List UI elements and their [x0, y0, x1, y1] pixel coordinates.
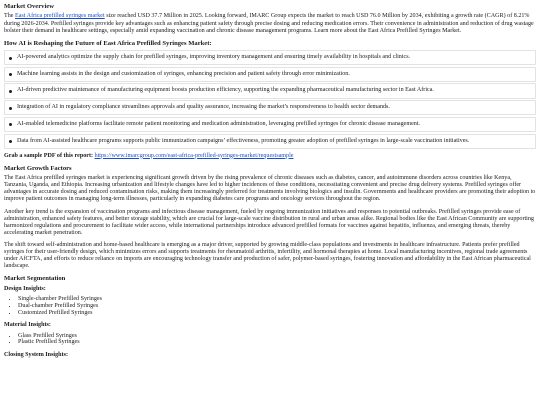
- list-item: • Plastic Prefilled Syringes: [18, 339, 536, 346]
- list-item: • Glass Prefilled Syringes: [18, 333, 536, 340]
- market-overview-heading: Market Overview: [4, 3, 54, 10]
- design-insights-list: [4, 296, 536, 317]
- bullet-icon: [9, 107, 12, 110]
- design-insights-heading: Design Insights:: [4, 285, 46, 292]
- bullet-icon: [9, 73, 12, 76]
- ai-impact-text: AI-driven predictive maintenance of manufacturing equipment boosts production efficiency, supporting the expanding pharmaceutical manufacturing sector in East Africa.: [17, 87, 434, 94]
- list-item: • Customized Prefilled Syringes: [18, 310, 536, 317]
- market-segmentation-heading: Market Segmentation: [4, 275, 66, 283]
- ai-reshaping-heading: How AI is Reshaping the Future of East Africa Prefilled Syringes Market:: [4, 39, 212, 47]
- ai-impact-item: [4, 83, 536, 98]
- growth-paragraph: The East Africa prefilled syringes market is experiencing significant growth driven by the rising prevalence of chronic diseases such as diabetes, cancer, and autoimmune disorders across countries like Kenya, Tanzania, Uganda, and Ethiopia. Increasing urbanization and lifestyle changes have led to higher incidences of these conditions, necessitating convenient and precise drug delivery systems. Prefilled syringes offer advantages in accurate dosing and reduced contamination risks, making them increasingly preferred for treatments involving biologics and insulin. Governments and healthcare providers are promoting their adoption to improve patient outcomes in managing long-term illnesses, particularly in expanding diabetes care programs and oncology services throughout the region.: [4, 175, 536, 203]
- material-insights-list: [4, 333, 536, 347]
- list-item: • Single-chamber Prefilled Syringes: [18, 296, 536, 303]
- ai-impact-text: AI-powered analytics optimize the supply chain for prefilled syringes, improving inventory management and ensuring timely availability in hospitals and clinics.: [17, 54, 411, 61]
- ai-impact-item: [4, 117, 536, 132]
- ai-impact-item: [4, 134, 536, 149]
- sample-pdf-label: Grab a sample PDF of this report:: [4, 152, 95, 159]
- market-growth-heading: Market Growth Factors: [4, 164, 72, 172]
- bullet-icon: [9, 57, 12, 60]
- bullet-icon: [9, 140, 12, 143]
- ai-impact-text: AI-enabled telemedicine platforms facilitate remote patient monitoring and medication administration, leveraging prefilled syringes for chronic disease management.: [17, 120, 421, 127]
- east-africa-prefilled-syringes-market-link[interactable]: East Africa prefilled syringes market: [15, 13, 105, 20]
- overview-intro-text: The: [4, 13, 15, 20]
- market-overview-paragraph: [4, 13, 536, 34]
- ai-impact-item: [4, 100, 536, 115]
- ai-impact-text: Machine learning assists in the design and customization of syringes, enhancing precision and patient safety through error minimization.: [17, 70, 350, 77]
- ai-impact-item: [4, 67, 536, 82]
- ai-impact-text: Integration of AI in regulatory compliance streamlines approvals and quality assurance, increasing the market’s responsiveness to health sector demands.: [17, 104, 390, 111]
- closing-system-insights-heading: Closing System Insights:: [4, 352, 68, 359]
- sample-pdf-link[interactable]: https://www.imarcgroup.com/east-africa-prefilled-syringes-market/requestsample: [94, 152, 294, 159]
- ai-impact-text: Data from AI-assisted healthcare programs supports public immunization campaigns’ effectiveness, promoting greater adoption of prefilled syringes in large-scale vaccination initiatives.: [17, 137, 470, 144]
- ai-impact-list: [4, 50, 536, 149]
- growth-paragraph: The shift toward self-administration and home-based healthcare is emerging as a major driver, supported by growing middle-class populations and investments in healthcare infrastructure. Patients prefer prefilled syringes for their user-friendly design, which minimizes errors and supports treatments for rheumatoid arthritis, infertility, and hormonal therapies at home. Local manufacturing incentives, regional trade agreements under AfCFTA, and efforts to reduce reliance on imports are encouraging technology transfer and production of safer, polymer-based syringes, fostering innovation and affordability in the East African pharmaceutical landscape.: [4, 241, 531, 270]
- overview-body-text: size reached USD 37.7 Million in 2025. Looking forward, IMARC Group expects the market to reach USD 76.0 Million by 2034, exhibiting a growth rate (CAGR) of 8.21% during 2026-2034. Prefilled syringes provide key advantages such as enhancing patient safety through precise dosing and reducing medication errors. Their convenience in administration and reduction of drug wastage bolster their demand in healthcare settings, especially amid expanding vaccination and chronic disease management programs. Learn more about the East Africa Prefilled Syringes Market.: [4, 13, 534, 34]
- bullet-icon: [9, 90, 12, 93]
- sample-pdf-line: [4, 153, 536, 160]
- growth-paragraph: Another key trend is the expansion of vaccination programs and infectious disease management, fueled by ongoing immunization initiatives and responses to potential outbreaks. Prefilled syringes provide ease of administration, enhanced safety features, and better storage stability, which are crucial for large-scale vaccine distribution in rural and urban areas alike. Regional bodies like the East African Community are supporting harmonized regulations and procurement to facilitate wider access, while international partnerships introduce advanced prefilled formats for vaccines against hepatitis, influenza, and emerging threats, thereby accelerating market penetration.: [4, 208, 534, 236]
- bullet-icon: [9, 123, 12, 126]
- list-item: • Dual-chamber Prefilled Syringes: [18, 303, 536, 310]
- material-insights-heading: Material Insights:: [4, 322, 51, 329]
- ai-impact-item: [4, 50, 536, 65]
